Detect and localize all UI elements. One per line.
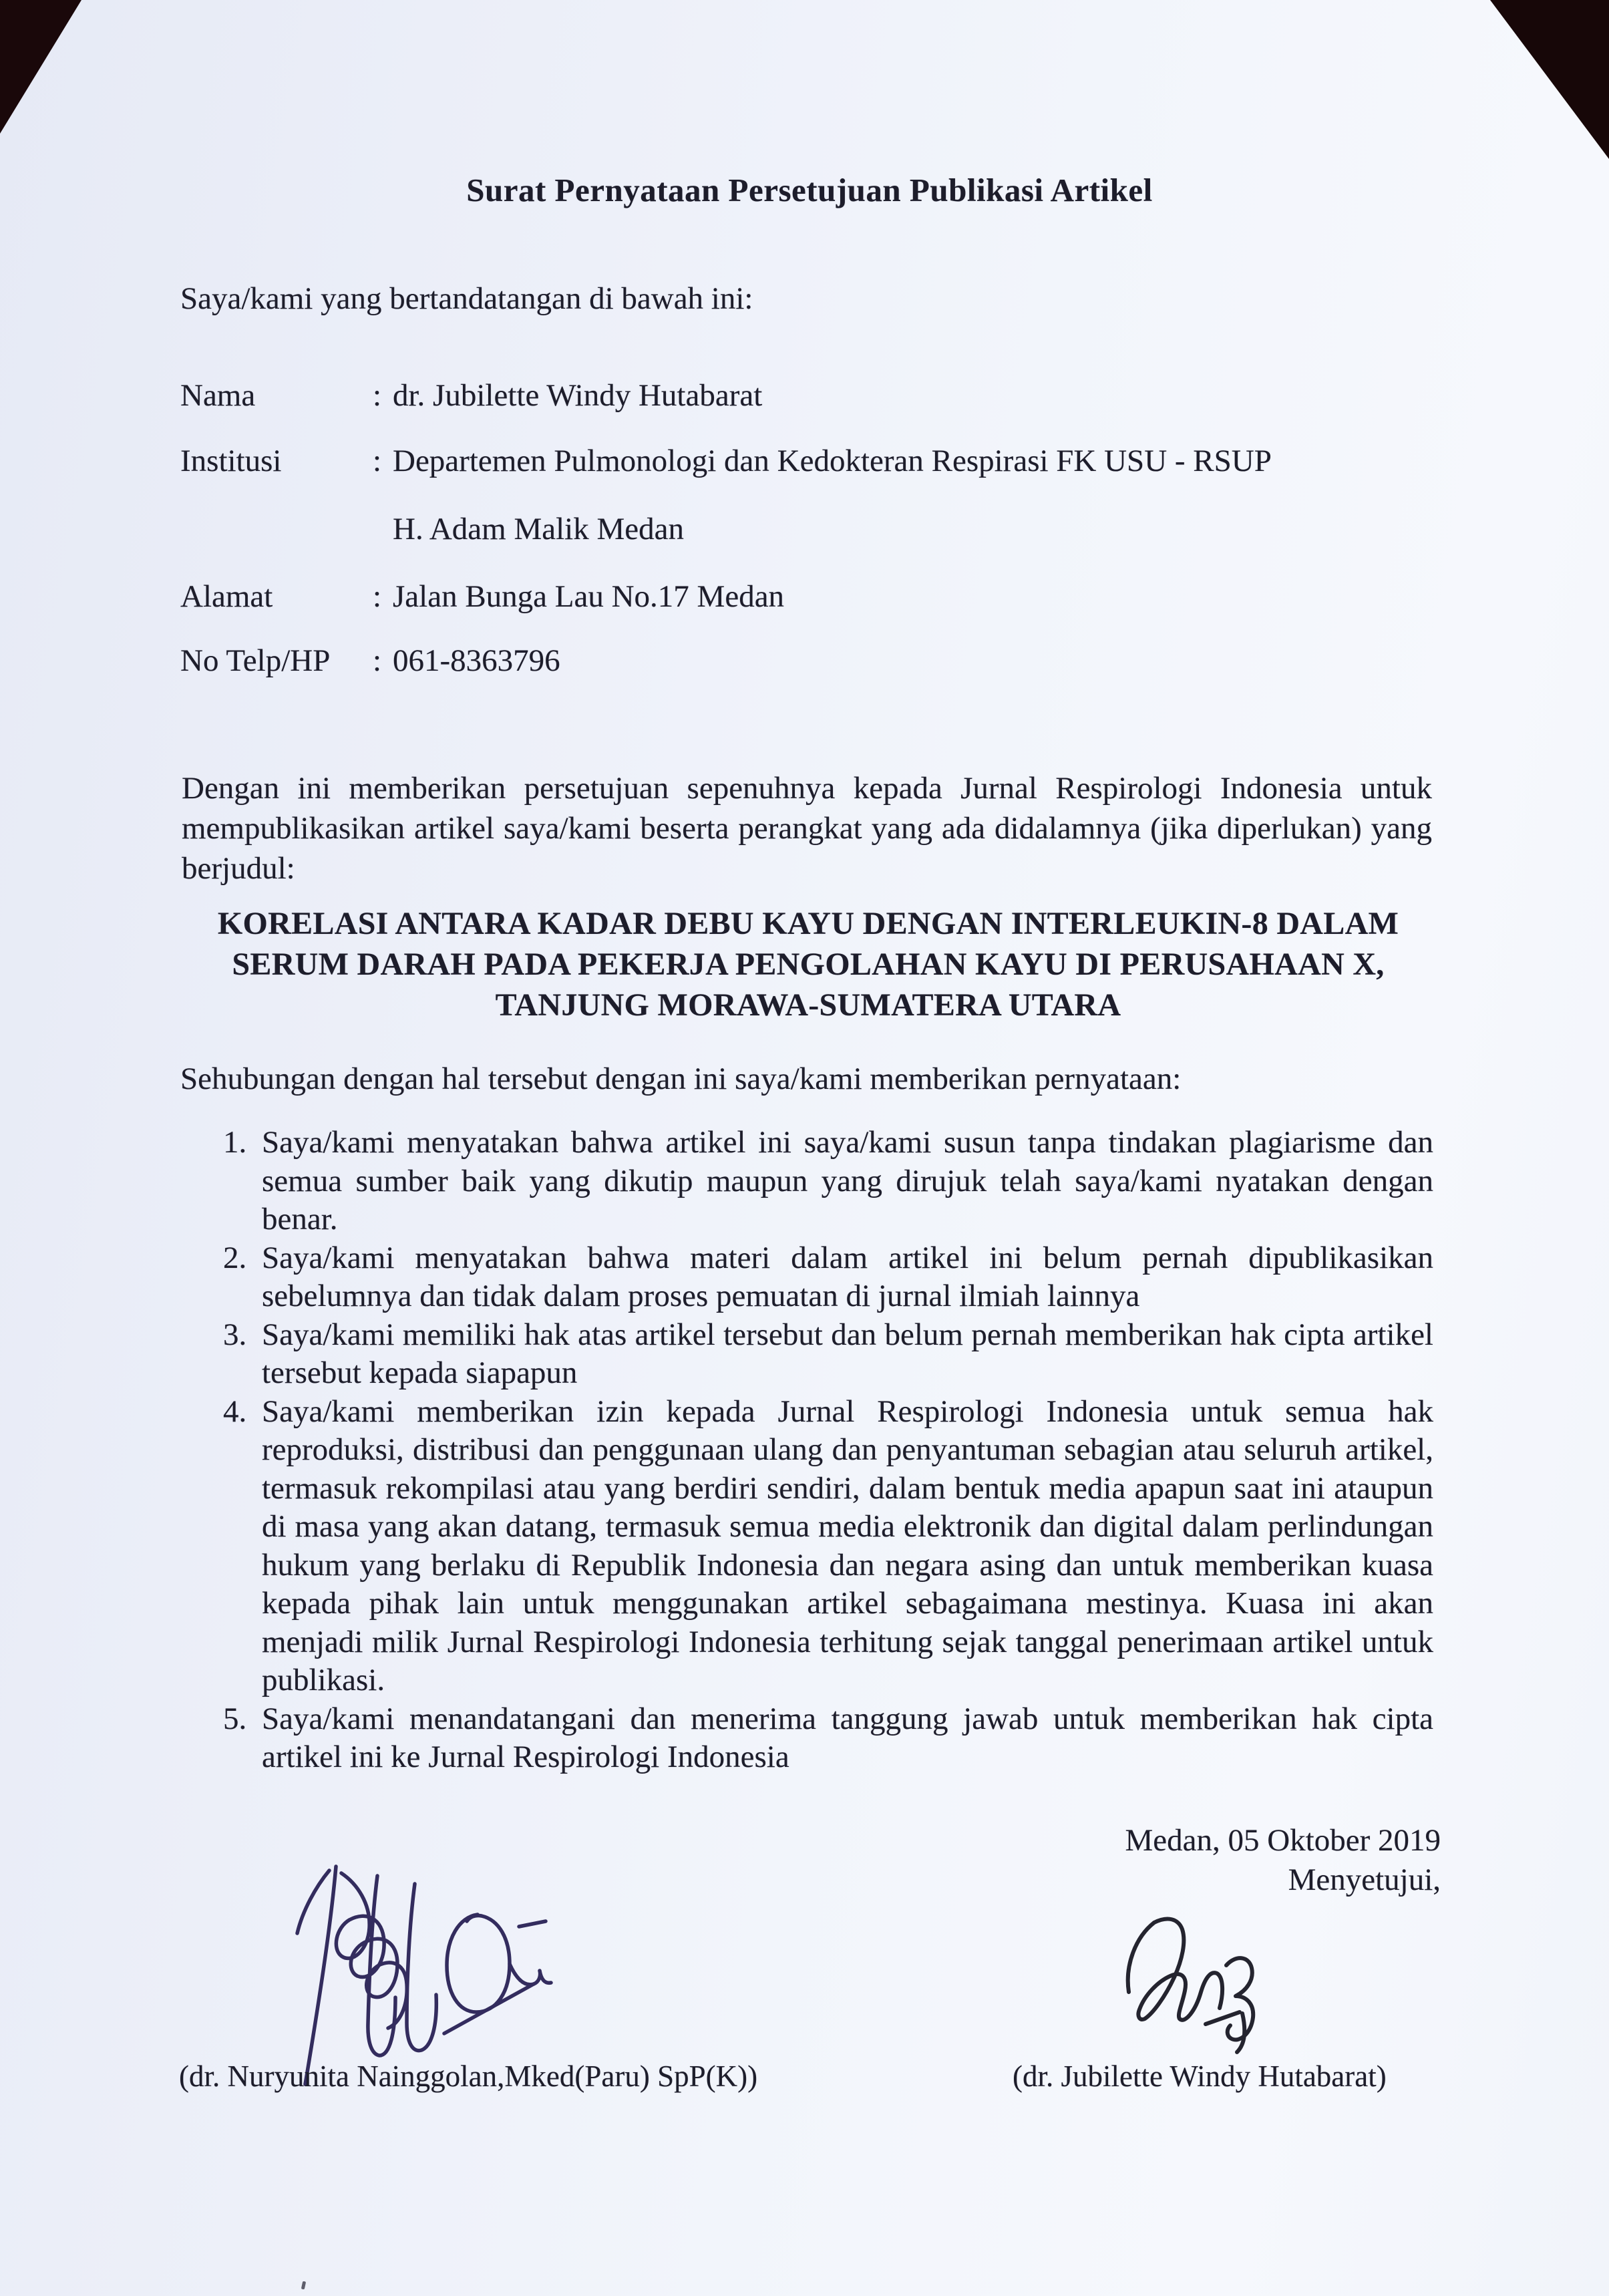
article-title-line-3: TANJUNG MORAWA-SUMATERA UTARA xyxy=(495,987,1121,1023)
identity-row-institusi xyxy=(180,443,1449,483)
scan-corner-artifact-top-left xyxy=(0,0,81,134)
signature-right xyxy=(1115,1912,1302,2069)
article-title-line-1: KORELASI ANTARA KADAR DEBU KAYU DENGAN INTERLEUKIN-8 DALAM xyxy=(217,906,1399,941)
consent-paragraph: Dengan ini memberikan persetujuan sepenuhnya kepada Jurnal Respirologi Indonesia untuk mempublikasikan artikel saya/kami beserta perangkat yang ada didalamnya (jika diperlukan) yang berjudul: xyxy=(182,771,1432,886)
statement-item-5 xyxy=(223,1700,1433,1777)
statement-text: Saya/kami menyatakan bahwa artikel ini saya/kami susun tanpa tindakan plagiarisme dan semua sumber baik yang dikutip maupun yang dirujuk telah saya/kami nyatakan dengan benar. xyxy=(262,1125,1433,1237)
identity-label: Institusi xyxy=(180,444,282,478)
identity-label: Alamat xyxy=(180,579,273,614)
identity-value: Jalan Bunga Lau No.17 Medan xyxy=(393,579,785,614)
statement-text: Saya/kami menyatakan bahwa materi dalam artikel ini belum pernah dipublikasikan sebelumnya dan tidak dalam proses pemuatan di jurnal ilmiah lainnya xyxy=(262,1240,1433,1313)
signatory-name-left: (dr. Nuryunita Nainggolan,Mked(Paru) SpP(K)) xyxy=(179,2060,758,2093)
identity-value: Departemen Pulmonologi dan Kedokteran Respirasi FK USU - RSUP xyxy=(393,444,1272,478)
statement-text: Saya/kami memiliki hak atas artikel tersebut dan belum pernah memberikan hak cipta artikel tersebut kepada siapapun xyxy=(262,1317,1433,1390)
article-title-line-2: SERUM DARAH PADA PEKERJA PENGOLAHAN KAYU DI PERUSAHAAN X, xyxy=(232,947,1385,982)
statement-number: 2. xyxy=(223,1240,247,1275)
identity-row-institusi-continued xyxy=(180,511,1449,551)
document-title: Surat Pernyataan Persetujuan Publikasi Artikel xyxy=(466,172,1153,208)
closing-block xyxy=(840,1821,1441,1900)
identity-row-nama xyxy=(180,377,1449,418)
signature-left xyxy=(277,1864,564,2091)
identity-colon: : xyxy=(373,444,382,478)
statement-intro: Sehubungan dengan hal tersebut dengan ini saya/kami memberikan pernyataan: xyxy=(180,1061,1182,1096)
statement-number: 5. xyxy=(223,1701,247,1736)
ink-speck xyxy=(301,2281,306,2290)
statement-item-4 xyxy=(223,1393,1433,1700)
identity-colon: : xyxy=(373,643,382,678)
place-date: Medan, 05 Oktober 2019 xyxy=(1125,1823,1441,1858)
identity-value: dr. Jubilette Windy Hutabarat xyxy=(393,378,763,413)
statement-number: 1. xyxy=(223,1125,247,1160)
opening-line: Saya/kami yang bertandatangan di bawah ini: xyxy=(180,281,753,316)
statement-item-3 xyxy=(223,1316,1433,1393)
identity-colon: : xyxy=(373,378,382,413)
approval-word: Menyetujui, xyxy=(1288,1862,1441,1897)
statement-text: Saya/kami menandatangani dan menerima tanggung jawab untuk memberikan hak cipta artikel ini ke Jurnal Respirologi Indonesia xyxy=(262,1701,1433,1774)
statement-item-2 xyxy=(223,1239,1433,1316)
identity-label: Nama xyxy=(180,378,256,413)
statement-item-1 xyxy=(223,1124,1433,1239)
identity-colon: : xyxy=(373,579,382,614)
identity-value: H. Adam Malik Medan xyxy=(393,512,684,546)
identity-label: No Telp/HP xyxy=(180,643,331,678)
identity-row-telp xyxy=(180,643,1449,683)
statements-list xyxy=(223,1124,1433,1777)
identity-value: 061-8363796 xyxy=(393,643,560,678)
scan-corner-artifact-top-right xyxy=(1490,0,1609,159)
article-title xyxy=(167,903,1449,1025)
signatory-name-right: (dr. Jubilette Windy Hutabarat) xyxy=(1013,2060,1387,2093)
identity-row-alamat xyxy=(180,579,1449,619)
statement-number: 3. xyxy=(223,1317,247,1352)
statement-text: Saya/kami memberikan izin kepada Jurnal Respirologi Indonesia untuk semua hak reproduksi, distribusi dan penggunaan ulang dan penyantuman sebagian atau seluruh artikel, termasuk rekompilasi atau yang berdiri sendiri, dalam bentuk media apapun saat ini ataupun di masa yang akan datang, termasuk semua media elektronik dan digital dalam perlindungan hukum yang berlaku di Republik Indonesia dan negara asing dan untuk memberikan kuasa kepada pihak lain untuk menggunakan artikel sebagaimana mestinya. Kuasa ini akan menjadi milik Jurnal Respirologi Indonesia terhitung sejak tanggal penerimaan artikel untuk publikasi. xyxy=(262,1393,1433,1697)
statement-number: 4. xyxy=(223,1393,247,1429)
